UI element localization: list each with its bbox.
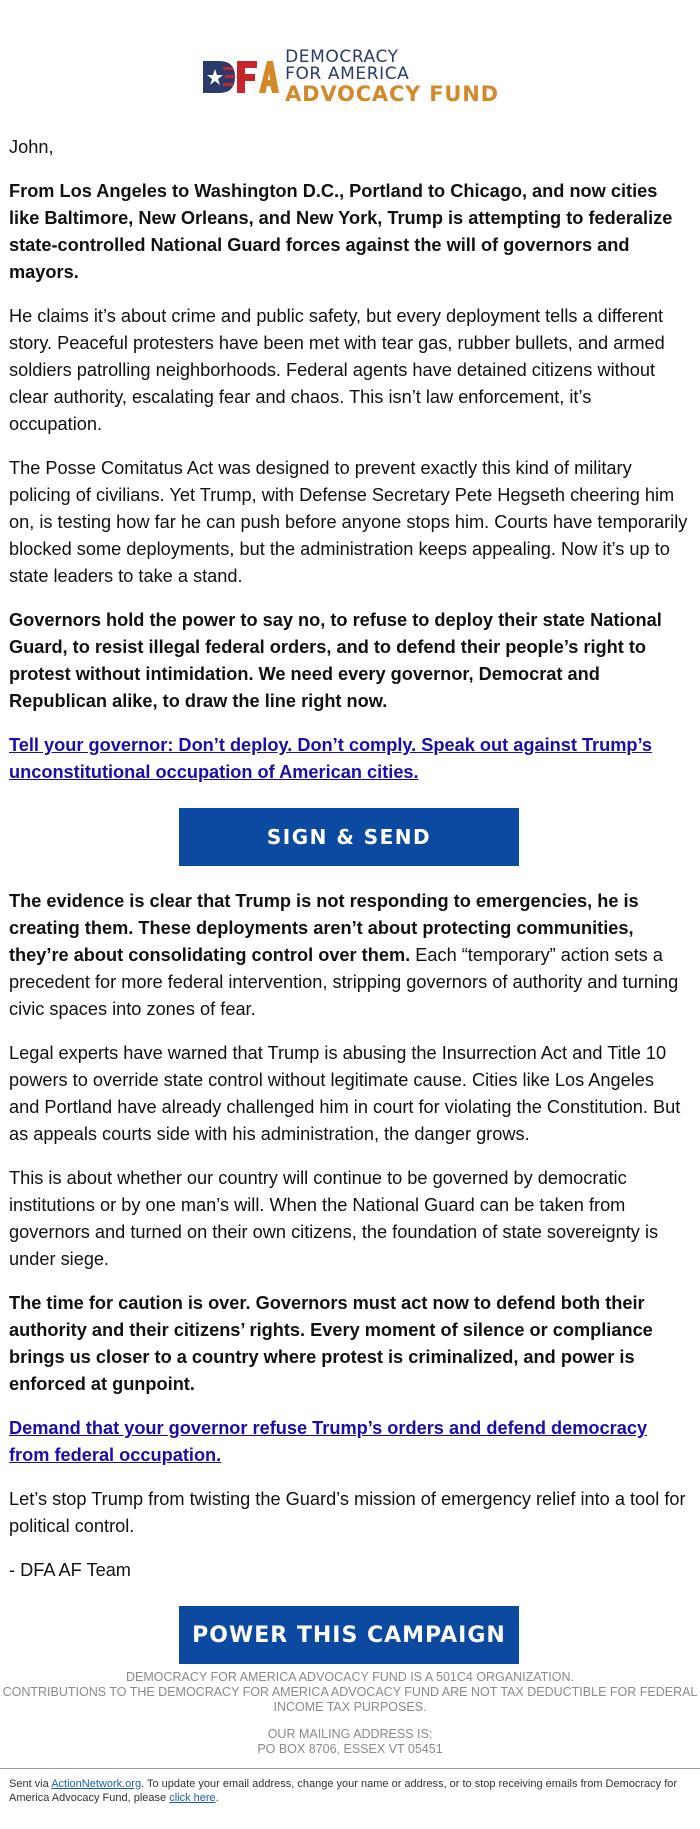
unsubscribe-end: . [215,1792,219,1804]
sent-via-label: Sent via [9,1778,52,1790]
paragraph-democratic-institutions: This is about whether our country will continue to be governed by democratic institutions or by one man’s will. When the National Guard can be taken from governors and turned on their own citizens, the foundation of state sovereignty is under siege. [9,1168,659,1269]
power-this-campaign-button[interactable]: POWER THIS CAMPAIGN [179,1606,519,1664]
dfa-logo[interactable] [201,49,499,105]
paragraph-claims: He claims it’s about crime and public safety, but every deployment tells a different story. Peaceful protesters have been met with tear gas, rubber bullets, and armed soldiers patrolling neighborhoods. Federal agents have detained citizens without clear authority, escalating fear and chaos. This isn’t law enforcement, it’s occupation. [9,306,665,434]
paragraph-time-for-caution: The time for caution is over. Governors must act now to defend both their authority and their citizens’ rights. Every moment of silence or compliance brings us closer to a country where protest is criminalized, and power is enforced at gunpoint. [9,1293,653,1394]
logo-wordmark [285,49,499,105]
footer-mailing-label: OUR MAILING ADDRESS IS: [267,1727,433,1741]
signoff: - DFA AF Team [9,1560,131,1580]
paragraph-legal-experts: Legal experts have warned that Trump is abusing the Insurrection Act and Title 10 powers to override state control without legitimate cause. Cities like Los Angeles and Portland have already challenged him in court for violating the Constitution. But as appeals courts side with his administration, the danger grows. [9,1043,681,1144]
action-network-link[interactable]: ActionNetwork.org [51,1778,142,1790]
logo-line-democracy: DEMOCRACY [285,47,399,67]
paragraph-evidence [9,888,689,1023]
dfa-logo-mark-icon [201,57,279,97]
footer [0,1670,700,1757]
footer-tax-notice: CONTRIBUTIONS TO THE DEMOCRACY FOR AMERICA ADVOCACY FUND ARE NOT TAX DEDUCTIBLE FOR FEDERAL INCOME TAX PURPOSES. [2,1685,698,1714]
tell-your-governor-link[interactable]: Tell your governor: Don’t deploy. Don’t comply. Speak out against Trump’s unconstitutional occupation of American cities. [9,735,653,782]
logo-line-advocacy-fund: ADVOCACY FUND [285,82,499,106]
click-here-link[interactable]: click here [169,1792,216,1804]
button-row-2 [9,1606,689,1664]
logo-line-for-america: FOR AMERICA [285,64,410,84]
paragraph-posse-comitatus: The Posse Comitatus Act was designed to prevent exactly this kind of military policing of civilians. Yet Trump, with Defense Secretary Pete Hegseth cheering him on, is testing how far he can push before anyone stops him. Courts have temporarily blocked some deployments, but the administration keeps appealing. Now it’s up to state leaders to take a stand. [9,458,688,586]
unsubscribe-text: . To update your email address, change your name or address, or to stop receiving emails from Democracy for America Advocacy Fund, please [9,1778,678,1804]
footer-spacer [0,1715,700,1727]
paragraph-stop-trump: Let’s stop Trump from twisting the Guard’s mission of emergency relief into a tool for political control. [9,1489,686,1536]
greeting: John, [9,137,54,157]
sign-and-send-button[interactable]: SIGN & SEND [179,808,519,866]
paragraph-intro: From Los Angeles to Washington D.C., Portland to Chicago, and now cities like Baltimore, New Orleans, and New York, Trump is attempting to federalize state-controlled National Guard forces against the will of governors and mayors. [9,181,673,282]
button-row-1 [9,808,689,866]
email-body [9,134,689,1686]
logo-header [0,46,700,108]
footer-mailing-address: PO BOX 8706, ESSEX VT 05451 [257,1742,443,1756]
link-paragraph-2 [9,1415,689,1469]
link-paragraph-1 [9,732,689,786]
unsubscribe-notice [9,1777,689,1805]
paragraph-governors: Governors hold the power to say no, to refuse to deploy their state National Guard, to resist illegal federal orders, and to defend their people’s right to protest without intimidation. We need every governor, Democrat and Republican alike, to draw the line right now. [9,610,662,711]
footer-org-status: DEMOCRACY FOR AMERICA ADVOCACY FUND IS A 501C4 ORGANIZATION. [125,1670,575,1684]
demand-governor-link[interactable]: Demand that your governor refuse Trump’s orders and defend democracy from federal occupation. [9,1418,648,1465]
bottom-divider [0,1768,700,1769]
paragraph-evidence-bold: The evidence is clear that Trump is not responding to emergencies, he is creating them. These deployments aren’t about protecting communities, they’re about consolidating control over them. [9,891,639,965]
paragraph-evidence-rest: Each “temporary” action sets a precedent for more federal intervention, stripping governors of authority and turning civic spaces into zones of fear. [9,945,679,1019]
